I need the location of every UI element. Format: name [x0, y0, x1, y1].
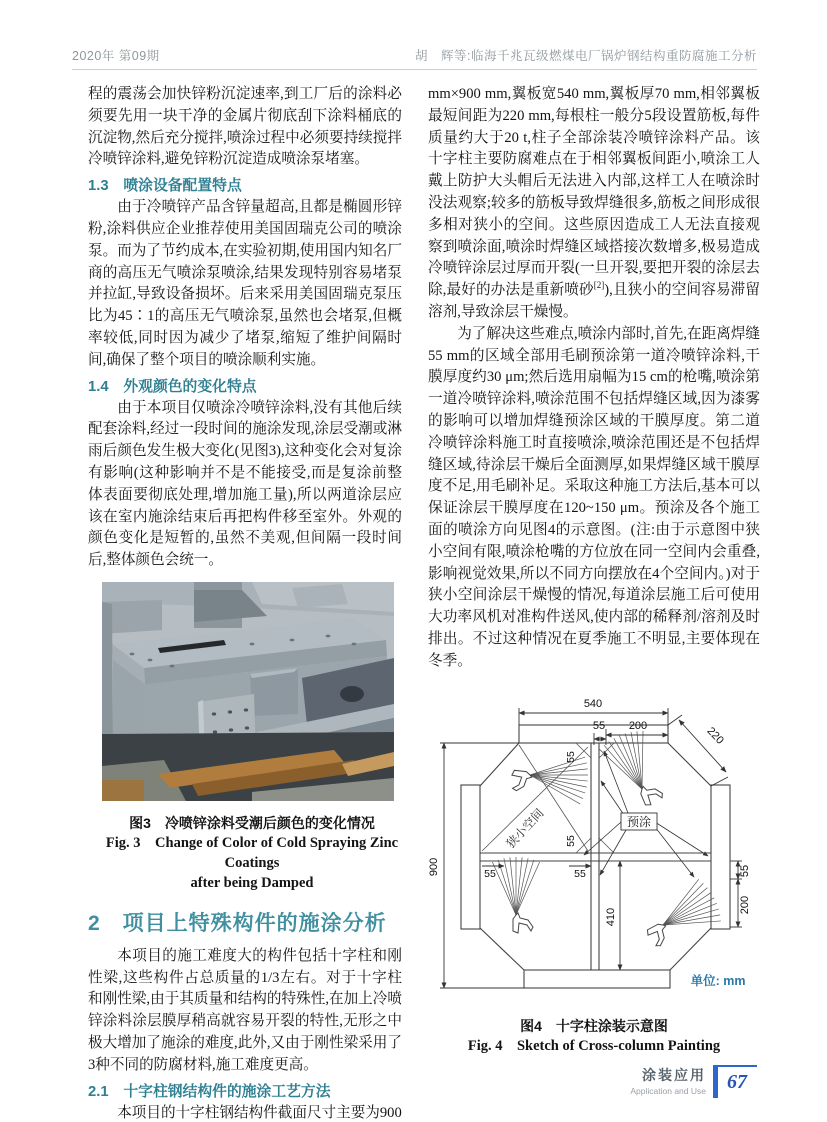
- paragraph-right-1: [428, 84, 760, 324]
- figure3-caption: [102, 813, 402, 893]
- spray-gun-lower-right: [636, 876, 725, 953]
- paragraph-right-2: 为了解决这些难点,喷涂内部时,首先,在距离焊缝55 mm的区域全部用毛刷预涂第一道冷喷锌涂料,干膜厚度约30 μm;然后选用扇幅为15 cm的枪嘴,喷涂第一道冷喷锌涂料,喷涂范围不包括焊缝区域,因为漆雾的影响可以增加焊缝预涂区域的干膜厚度。第二道冷喷锌涂料施工时直接喷涂,喷涂范围还是不包括焊缝区域,待涂层干燥后全面测厚,如果焊缝区域干膜厚度不足,用毛刷补足。采取这种施工方法后,基本可以保证涂层干膜厚度在120~150 μm。预涂及各个施工面的喷涂方向见图4的示意图。(注:由于示意图中狭小空间有限,喷涂枪嘴的方位放在同一空间内会重叠,影响视觉效果,所以不同方向摆放在4个空间内。)对于狭小空间涂层干燥慢的情况,每道涂层施工后可使用大功率风机对准构件送风,使内部的稀释剂/溶剂及时排出。不过这种情况在夏季施工不明显,主要体现在冬季。: [428, 325, 761, 669]
- figure-4: [428, 689, 760, 1057]
- heading-1-4: 1.4 外观颜色的变化特点: [88, 378, 257, 395]
- page-number-box: [713, 1065, 757, 1098]
- dim-label-55-right: 55: [739, 864, 751, 877]
- dim-label-200-right: 200: [739, 895, 751, 914]
- figure-3: [102, 582, 402, 893]
- spray-gun-lower-left: [492, 857, 539, 933]
- left-column: [88, 84, 402, 1122]
- figure4-caption-en: Fig. 4 Sketch of Cross-column Painting: [467, 1038, 721, 1055]
- narrow-space-label: 狭小空间: [503, 805, 547, 851]
- figure3-caption-en-line2: after being Damped: [190, 874, 314, 891]
- figure3-caption-zh: 图3 冷喷锌涂料受潮后颜色的变化情况: [129, 814, 375, 831]
- section-2-heading: 2 项目上特殊构件的施涂分析: [88, 911, 387, 935]
- page-header: [72, 46, 757, 64]
- dim-label-55-ll-2: 55: [574, 867, 586, 880]
- paragraph-continuation: 程的震荡会加快锌粉沉淀速率,到工厂后的涂料必须要先用一块干净的金属片彻底刮下涂料桶底的沉淀物,然后充分搅拌,喷涂过程中必须要持续搅拌冷喷锌涂料,避免锌粉沉淀造成喷涂泵堵塞。: [88, 86, 402, 168]
- spray-gun-upper-left: [510, 749, 591, 804]
- reference-superscript: [2]: [593, 280, 605, 291]
- dim-label-410: 410: [605, 907, 617, 926]
- figure4-caption-zh: 图4 十字柱涂装示意图: [520, 1018, 668, 1035]
- header-running-title: 胡 辉等:临海千兆瓦级燃煤电厂锅炉钢结构重防腐施工分析: [415, 49, 757, 63]
- dim-label-55-ul-top: 55: [565, 750, 577, 763]
- unit-label: 单位: mm: [690, 973, 746, 988]
- heading-1-3: 1.3 喷涂设备配置特点: [88, 178, 242, 195]
- figure3-caption-en-line1: Fig. 3 Change of Color of Cold Spraying Zinc Coatings: [105, 834, 399, 871]
- cross-column-outline: [461, 725, 730, 988]
- dim-label-55-top: 55: [592, 719, 606, 732]
- paragraph-right-1-tail: ),且狭小的空间容易滞留溶剂,导致涂层干燥慢。: [428, 282, 760, 320]
- header-rule: [72, 69, 757, 70]
- paragraph-2-1: 本项目的十字柱钢结构件截面尺寸主要为900: [117, 1104, 402, 1121]
- dim-label-200-top: 200: [628, 719, 648, 732]
- figure4-caption: [428, 1016, 760, 1056]
- dim-label-540: 540: [583, 697, 603, 710]
- footer-section-en: Application and Use: [630, 1086, 706, 1096]
- dim-label-220: 220: [704, 724, 726, 747]
- page-footer: [630, 1065, 757, 1098]
- footer-section: [630, 1065, 706, 1098]
- photo-ground-and-wood: [102, 732, 394, 801]
- precoat-callout: [584, 751, 708, 877]
- paragraph-section-2: 本项目的施工难度大的构件包括十字柱和刚性梁,这些构件占总质量的1/3左右。对于十字柱和刚性梁,由于其质量和结构的特殊性,在加上冷喷锌涂料涂层膜厚稍高就容易开裂的特性,无形之中极大增加了施涂的难度,此外,又由于刚性梁采用了3种不同的防腐材料,施工难度更高。: [88, 947, 402, 1073]
- paragraph-1-4: 由于本项目仅喷涂冷喷锌涂料,没有其他后续配套涂料,经过一段时间的施涂发现,涂层受潮或淋雨后颜色发生极大变化(见图3),这种变化会对复涂有影响(这种影响并不是不能接受,而是复涂前整体表面要彻底处理,增加施工量),所以两道涂层应该在室内施涂结束后再把构件移至室外。外观的颜色变化是短暂的,虽然不美观,但间隔一段时间后,整体颜色会统一。: [88, 399, 402, 569]
- paragraph-1-3: 由于冷喷锌产品含锌量超高,且都是椭圆形锌粉,涂料供应企业推荐使用美国固瑞克公司的喷涂泵。而为了节约成本,在实验初期,使用国内知名厂商的高压无气喷涂泵喷涂,结果发现特别容易堵泵并拉缸,导致设备损坏。后来采用美国固瑞克泵压比为45∶1的高压无气喷涂泵,虽然也会堵泵,但概率较低,同时因为减少了堵泵,缩短了维护间隔时间,确保了整个项目的喷涂顺利实施。: [88, 199, 402, 368]
- figure4-diagram: [428, 689, 762, 999]
- header-issue: 2020年 第09期: [72, 49, 160, 63]
- footer-section-zh: 涂装应用: [642, 1067, 706, 1083]
- right-column: [428, 84, 760, 1056]
- dim-900: [440, 743, 524, 988]
- precoat-label: 预涂: [626, 814, 652, 829]
- heading-2-1: 2.1 十字柱钢结构件的施涂工艺方法: [88, 1083, 331, 1100]
- figure3-photo: [102, 582, 394, 801]
- dim-label-900: 900: [428, 857, 440, 876]
- paragraph-right-1-text: mm×900 mm,翼板宽540 mm,翼板厚70 mm,相邻翼板最短间距为220 mm,每根柱一般分5段设置筋板,每件质量约大于20 t,柱子全部涂装冷喷锌涂料产品。该十字柱主要防腐难点在于相邻翼板间距小,喷涂工人戴上防护大头帽后无法进入内部,这样工人在喷涂时没法观察;较多的筋板导致焊缝很多,筋板之间形成很多相对狭小的空间。这些原因造成工人无法直接观察到喷涂面,喷涂时焊缝区域搭接次数增多,极易造成冷喷锌涂层过厚而开裂(一旦开裂,要把开裂的涂层去除,最好的办法是重新喷砂: [428, 86, 760, 299]
- dim-label-55-ul-bottom: 55: [565, 834, 577, 847]
- page-number: 67: [727, 1071, 747, 1093]
- spray-gun-upper-right: [598, 726, 671, 814]
- interior-lines: [482, 743, 614, 853]
- dim-220: [668, 715, 728, 786]
- dim-label-55-ll-1: 55: [484, 867, 496, 880]
